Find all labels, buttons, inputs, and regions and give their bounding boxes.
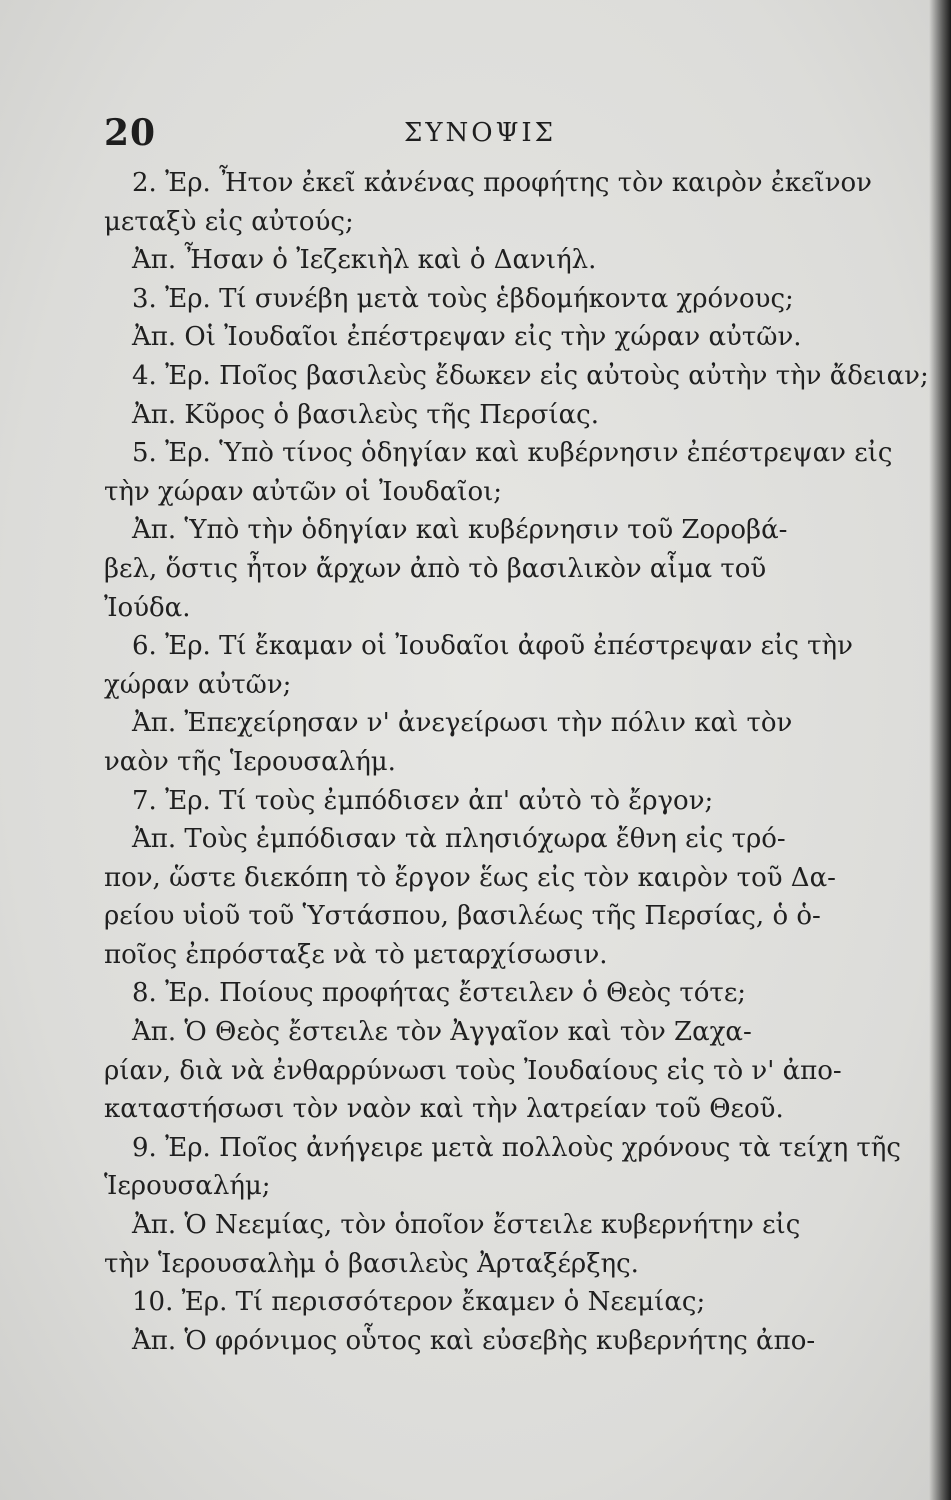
text-line: 7. Ἐρ. Τί τοὺς ἐμπόδισεν ἀπ' αὐτὸ τὸ ἔργον; — [132, 785, 714, 816]
text-line: πον, ὥστε διεκόπη τὸ ἔργον ἕως εἰς τὸν καιρὸν τοῦ Δα- — [104, 862, 836, 893]
text-line: Ἰούδα. — [104, 592, 191, 623]
text-line: Ἀπ. Ἦσαν ὁ Ἰεζεκιὴλ καὶ ὁ Δανιήλ. — [132, 245, 597, 276]
text-line: 6. Ἐρ. Τί ἔκαμαν οἱ Ἰουδαῖοι ἀφοῦ ἐπέστρεψαν εἰς τὴν — [132, 631, 853, 662]
text-line: τὴν Ἱερουσαλὴμ ὁ βασιλεὺς Ἀρταξέρξης. — [104, 1248, 639, 1279]
text-line: ρείου υἱοῦ τοῦ Ὑστάσπου, βασιλέως τῆς Περσίας, ὁ ὁ- — [104, 901, 821, 932]
page-spine-shadow — [929, 0, 951, 1500]
text-line: ρίαν, διὰ νὰ ἐνθαρρύνωσι τοὺς Ἰουδαίους εἰς τὸ ν' ἀπο- — [104, 1055, 842, 1086]
page-number: 20 — [104, 112, 157, 154]
text-line: 9. Ἐρ. Ποῖος ἀνήγειρε μετὰ πολλοὺς χρόνους τὰ τείχη τῆς — [132, 1132, 901, 1163]
body-text — [104, 164, 929, 1360]
text-line: Ἀπ. Ὑπὸ τὴν ὁδηγίαν καὶ κυβέρνησιν τοῦ Ζοροβά- — [132, 515, 788, 546]
text-line: 3. Ἐρ. Τί συνέβη μετὰ τοὺς ἑβδομήκοντα χρόνους; — [132, 283, 794, 314]
text-line: 8. Ἐρ. Ποίους προφήτας ἔστειλεν ὁ Θεὸς τότε; — [132, 978, 747, 1009]
text-line: Ἀπ. Ὁ Θεὸς ἔστειλε τὸν Ἀγγαῖον καὶ τὸν Ζαχα- — [132, 1017, 752, 1048]
text-line: Ἀπ. Ὁ Νεεμίας, τὸν ὁποῖον ἔστειλε κυβερνήτην εἰς — [132, 1210, 801, 1241]
text-line: Ἀπ. Οἱ Ἰουδαῖοι ἐπέστρεψαν εἰς τὴν χώραν αὐτῶν. — [132, 322, 802, 353]
text-line: Ἱερουσαλήμ; — [104, 1171, 271, 1202]
text-line: μεταξὺ εἰς αὐτούς; — [104, 206, 354, 237]
text-line: τὴν χώραν αὐτῶν οἱ Ἰουδαῖοι; — [104, 476, 503, 507]
text-line: Ἀπ. Τοὺς ἐμπόδισαν τὰ πλησιόχωρα ἔθνη εἰς τρό- — [132, 824, 786, 855]
text-line: 5. Ἐρ. Ὑπὸ τίνος ὁδηγίαν καὶ κυβέρνησιν ἐπέστρεψαν εἰς — [132, 438, 893, 469]
text-line: Ἀπ. Ὁ φρόνιμος οὗτος καὶ εὐσεβὴς κυβερνήτης ἀπο- — [132, 1325, 816, 1356]
text-line: βελ, ὅστις ἦτον ἄρχων ἀπὸ τὸ βασιλικὸν αἷμα τοῦ — [104, 553, 767, 584]
text-line: Ἀπ. Κῦρος ὁ βασιλεὺς τῆς Περσίας. — [132, 399, 599, 430]
text-line: ποῖος ἐπρόσταξε νὰ τὸ μεταρχίσωσιν. — [104, 939, 608, 970]
page-header — [104, 112, 844, 156]
text-line: ναὸν τῆς Ἱερουσαλήμ. — [104, 746, 396, 777]
text-line: Ἀπ. Ἐπεχείρησαν ν' ἀνεγείρωσι τὴν πόλιν καὶ τὸν — [132, 708, 793, 739]
text-line: 4. Ἐρ. Ποῖος βασιλεὺς ἔδωκεν εἰς αὐτοὺς αὐτὴν τὴν ἄδειαν; — [132, 360, 929, 391]
text-line: 10. Ἐρ. Τί περισσότερον ἔκαμεν ὁ Νεεμίας; — [132, 1287, 706, 1318]
text-line: χώραν αὐτῶν; — [104, 669, 292, 700]
text-line: καταστήσωσι τὸν ναὸν καὶ τὴν λατρείαν τοῦ Θεοῦ. — [104, 1094, 784, 1125]
text-line: 2. Ἐρ. Ἦτον ἐκεῖ κἀνένας προφήτης τὸν καιρὸν ἐκεῖνον — [132, 168, 872, 198]
running-title: ΣΥΝΟΨΙΣ — [404, 118, 557, 148]
